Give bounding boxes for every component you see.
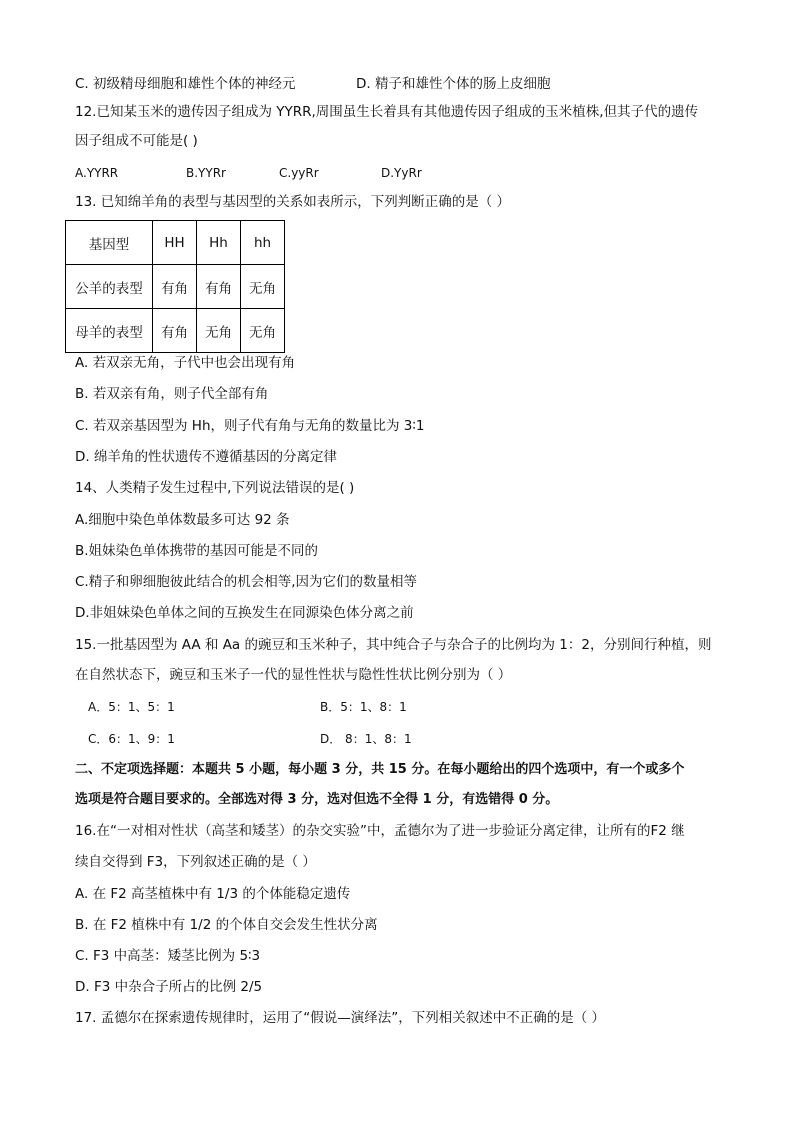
q16-option-d: D. F3 中杂合子所占的比例 2/5 xyxy=(75,979,263,995)
table-row-label: 公羊的表型 xyxy=(66,265,153,309)
q15-option-a: A．5：1、5：1 xyxy=(88,700,175,714)
q13-option-b: B. 若双亲有角，则子代全部有角 xyxy=(75,386,269,402)
q14-option-a: A.细胞中染色单体数最多可达 92 条 xyxy=(75,512,290,528)
q15-option-b: B．5：1、8：1 xyxy=(320,700,407,714)
table-cell: 有角 xyxy=(153,309,197,353)
table-cell: 无角 xyxy=(241,309,285,353)
q14-option-b: B.姐妹染色单体携带的基因可能是不同的 xyxy=(75,543,319,559)
table-header-cell: 基因型 xyxy=(66,221,153,265)
q16-stem-line-1: 16.在“一对相对性状（高茎和矮茎）的杂交实验”中，孟德尔为了进一步验证分离定律，让所有的F2 继 xyxy=(75,823,685,839)
q15-stem-line-2: 在自然状态下，豌豆和玉米子一代的显性性状与隐性性状比例分别为（ ） xyxy=(75,667,512,683)
table-header-cell: Hh xyxy=(197,221,241,265)
q11-option-c: C. 初级精母细胞和雄性个体的神经元 xyxy=(75,76,296,92)
table-row-label: 母羊的表型 xyxy=(66,309,153,353)
table-cell: 无角 xyxy=(241,265,285,309)
q15-stem-line-1: 15.一批基因型为 AA 和 Aa 的豌豆和玉米种子，其中纯合子与杂合子的比例均为 1：2，分别间行种植，则 xyxy=(75,637,712,653)
genotype-table xyxy=(65,220,285,353)
table-row xyxy=(66,309,285,353)
q12-option-d: D.YyRr xyxy=(381,166,422,180)
q11-option-d: D. 精子和雄性个体的肠上皮细胞 xyxy=(356,76,551,92)
q14-option-d: D.非姐妹染色单体之间的互换发生在同源染色体分离之前 xyxy=(75,605,414,621)
q12-stem-line-2: 因子组成不可能是( ) xyxy=(75,133,198,149)
q13-option-c: C. 若双亲基因型为 Hh，则子代有角与无角的数量比为 3∶1 xyxy=(75,418,425,434)
table-cell: 有角 xyxy=(153,265,197,309)
section-2-heading-line-1: 二、不定项选择题：本题共 5 小题，每小题 3 分，共 15 分。在每小题给出的四个选项中，有一个或多个 xyxy=(75,762,685,777)
q16-option-b: B. 在 F2 植株中有 1/2 的个体自交会发生性状分离 xyxy=(75,917,378,933)
q15-option-c: C．6：1、9：1 xyxy=(88,732,175,746)
table-row xyxy=(66,265,285,309)
q16-option-a: A. 在 F2 高茎植株中有 1/3 的个体能稳定遗传 xyxy=(75,886,351,902)
q16-stem-line-2: 续自交得到 F3，下列叙述正确的是（ ） xyxy=(75,854,316,870)
q13-option-d: D. 绵羊角的性状遗传不遵循基因的分离定律 xyxy=(75,449,337,465)
q12-option-c: C.yyRr xyxy=(279,166,319,180)
q12-option-b: B.YYRr xyxy=(186,166,226,180)
q13-stem: 13. 已知绵羊角的表型与基因型的关系如表所示，下列判断正确的是（ ） xyxy=(75,194,511,210)
table-header-cell: hh xyxy=(241,221,285,265)
q16-option-c: C. F3 中高茎：矮茎比例为 5∶3 xyxy=(75,948,261,964)
q17-stem: 17. 孟德尔在探索遗传规律时，运用了“假说—演绎法”，下列相关叙述中不正确的是（ ） xyxy=(75,1010,606,1026)
table-header-cell: HH xyxy=(153,221,197,265)
table-cell: 无角 xyxy=(197,309,241,353)
q15-option-d: D． 8：1、8：1 xyxy=(320,732,412,746)
q12-stem-line-1: 12.已知某玉米的遗传因子组成为 YYRR,周围虽生长着具有其他遗传因子组成的玉米植株,但其子代的遗传 xyxy=(75,104,699,120)
table-header-row xyxy=(66,221,285,265)
section-2-heading-line-2: 选项是符合题目要求的。全部选对得 3 分，选对但选不全得 1 分，有选错得 0 分。 xyxy=(75,792,559,807)
q14-stem: 14、人类精子发生过程中,下列说法错误的是( ) xyxy=(75,480,355,496)
table-cell: 有角 xyxy=(197,265,241,309)
q12-option-a: A.YYRR xyxy=(75,166,119,180)
q14-option-c: C.精子和卵细胞彼此结合的机会相等,因为它们的数量相等 xyxy=(75,574,418,590)
q13-option-a: A. 若双亲无角，子代中也会出现有角 xyxy=(75,355,296,371)
